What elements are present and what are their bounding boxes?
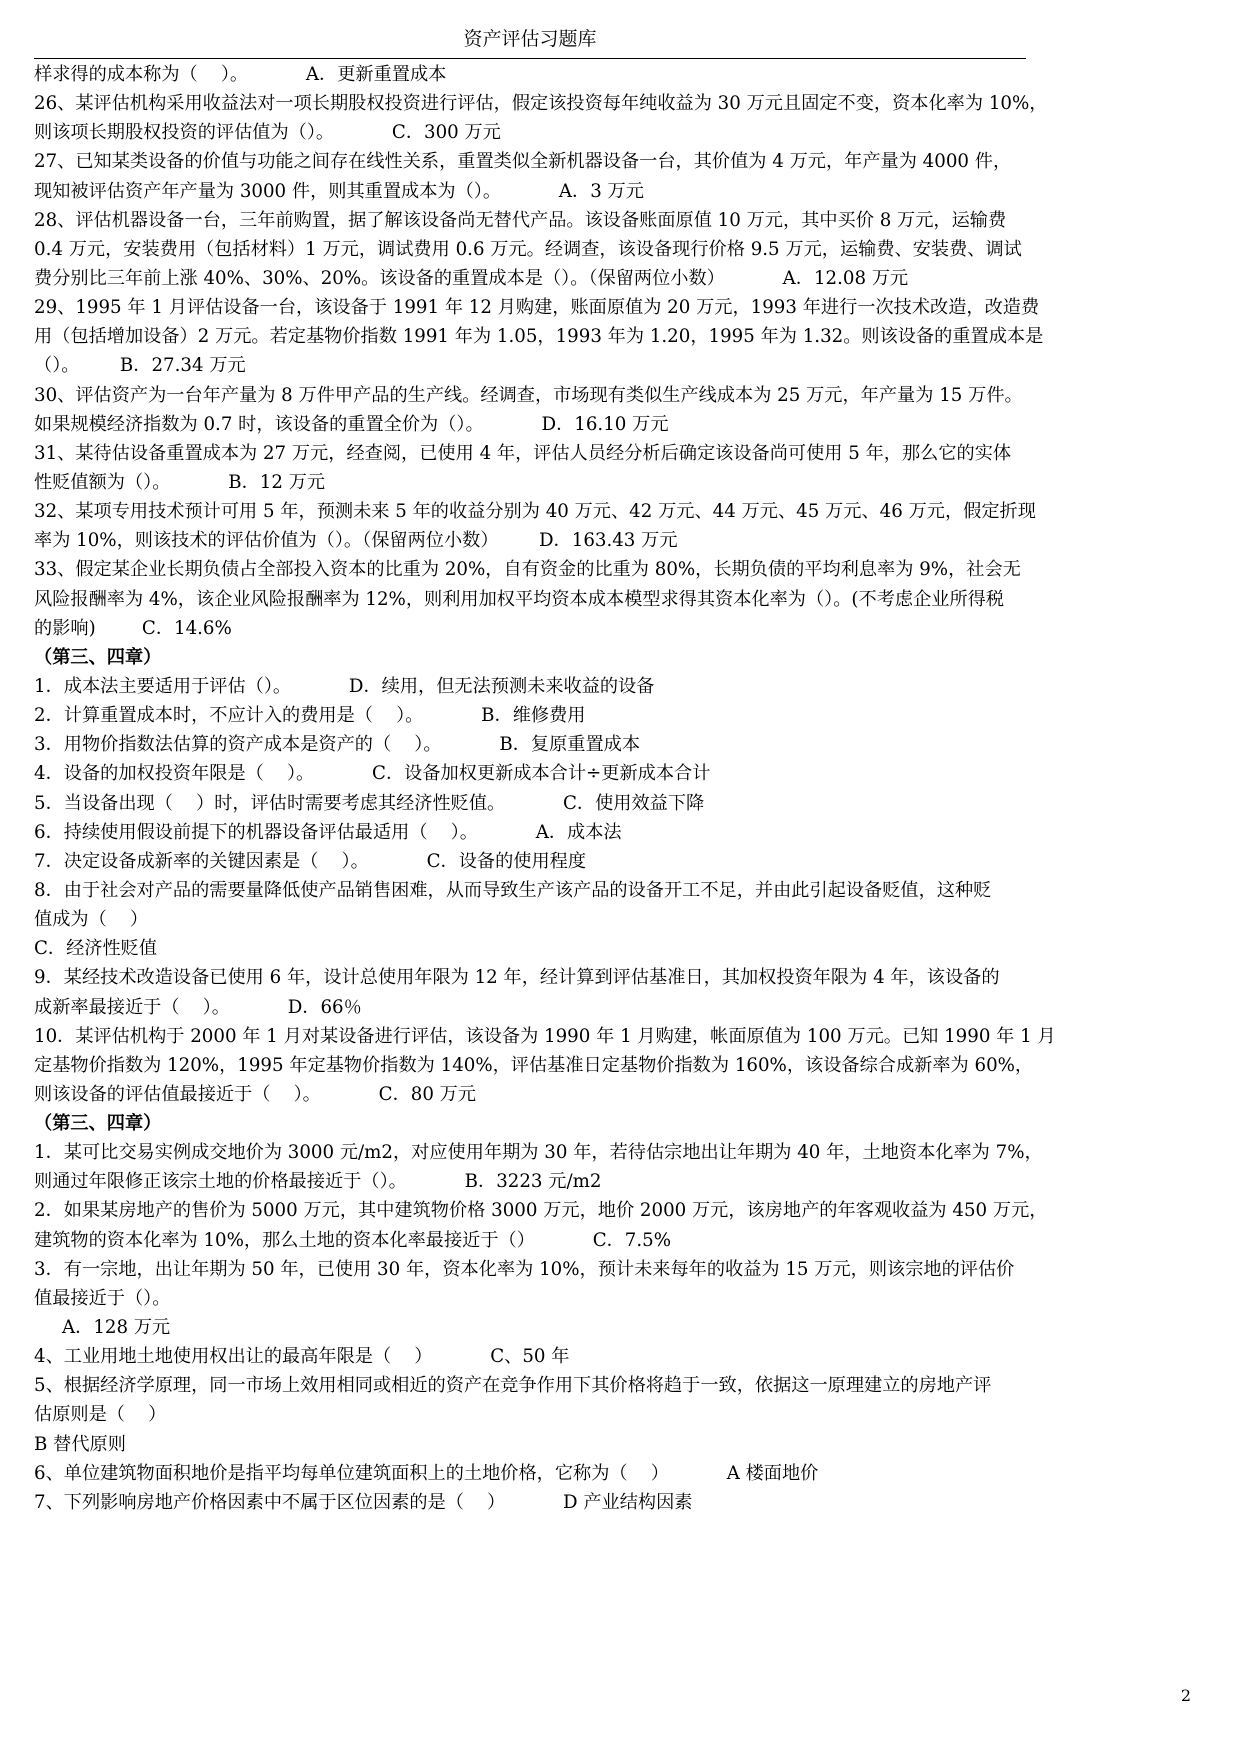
text-line: 现知被评估资产年产量为 3000 件，则其重置成本为（）。 A．3 万元 <box>34 180 644 202</box>
text-line: 则该项长期股权投资的评估值为（）。 C．300 万元 <box>34 122 501 144</box>
text-line: 32、某项专用技术预计可用 5 年，预测未来 5 年的收益分别为 40 万元、42 万元、44 万元、45 万元、46 万元，假定折现 <box>34 501 1036 523</box>
text-line: 样求得的成本称为（ ）。 A．更新重置成本 <box>34 64 447 85</box>
text-line: 8．由于社会对产品的需要量降低使产品销售困难，从而导致生产该产品的设备开工不足，并由此引起设备贬值，这种贬 <box>34 879 992 901</box>
text-line: 30、评估资产为一台年产量为 8 万件甲产品的生产线。经调查，市场现有类似生产线成本为 25 万元，年产量为 15 万件。 <box>34 384 1023 406</box>
text-line: 10．某评估机构于 2000 年 1 月对某设备进行评估，该设备为 1990 年 1 月购建，帐面原值为 100 万元。已知 1990 年 1 月 <box>34 1025 1056 1047</box>
text-line: 则通过年限修正该宗土地的价格最接近于（）。 B．3223 元/m2 <box>34 1171 602 1193</box>
section-heading: （第三、四章） <box>34 1113 162 1135</box>
text-line: 6．持续使用假设前提下的机器设备评估最适用（ ）。 A．成本法 <box>34 821 622 843</box>
text-line: 建筑物的资本化率为 10%，那么土地的资本化率最接近于（） C．7.5% <box>34 1229 672 1251</box>
text-line: 5、根据经济学原理，同一市场上效用相同或相近的资产在竞争作用下其价格将趋于一致，依据这一原理建立的房地产评 <box>34 1375 992 1397</box>
text-line: A．128 万元 <box>62 1317 171 1339</box>
text-line: 性贬值额为（）。 B．12 万元 <box>34 471 326 493</box>
text-line: 4．设备的加权投资年限是（ ）。 C．设备加权更新成本合计÷更新成本合计 <box>34 763 711 785</box>
text-line: 用（包括增加设备）2 万元。若定基物价指数 1991 年为 1.05，1993 年为 1.20，1995 年为 1.32。则该设备的重置成本是 <box>34 326 1044 348</box>
text-line: 29、1995 年 1 月评估设备一台，该设备于 1991 年 12 月购建，账面原值为 20 万元，1993 年进行一次技术改造，改造费 <box>34 297 1040 319</box>
text-line: 9．某经技术改造设备已使用 6 年，设计总使用年限为 12 年，经计算到评估基准日，其加权投资年限为 4 年，该设备的 <box>34 967 1000 989</box>
text-line: 26、某评估机构采用收益法对一项长期股权投资进行评估，假定该投资每年纯收益为 30 万元且固定不变，资本化率为 10%， <box>34 93 1048 115</box>
text-line: 如果规模经济指数为 0.7 时，该设备的重置全价为（）。 D．16.10 万元 <box>34 413 669 435</box>
text-line: 风险报酬率为 4%，该企业风险报酬率为 12%，则利用加权平均资本成本模型求得其资本化率为（）。(不考虑企业所得税 <box>34 588 1005 610</box>
text-line: 3．用物价指数法估算的资产成本是资产的（ ）。 B．复原重置成本 <box>34 734 641 756</box>
text-line: 值最接近于（）。 <box>34 1287 171 1309</box>
text-line: 5．当设备出现（ ）时，评估时需要考虑其经济性贬值。 C．使用效益下降 <box>34 792 705 814</box>
text-line: 0.4 万元，安装费用（包括材料）1 万元，调试费用 0.6 万元。经调查，该设备现行价格 9.5 万元，运输费、安装费、调试 <box>34 238 1022 260</box>
text-line: 2．如果某房地产的售价为 5000 万元，其中建筑物价格 3000 万元，地价 2000 万元，该房地产的年客观收益为 450 万元， <box>34 1200 1048 1222</box>
text-line: 的影响) C．14.6% <box>34 617 232 639</box>
text-line: 28、评估机器设备一台，三年前购置，据了解该设备尚无替代产品。该设备账面原值 10 万元，其中买价 8 万元，运输费 <box>34 209 1007 231</box>
page-header-title: 资产评估习题库 <box>463 28 597 50</box>
text-line: 成新率最接近于（ ）。 D．66％ <box>34 996 362 1018</box>
text-line: 2．计算重置成本时，不应计入的费用是（ ）。 B．维修费用 <box>34 705 586 727</box>
text-line: 估原则是（ ） <box>34 1404 167 1426</box>
text-line: 7．决定设备成新率的关键因素是（ ）。 C．设备的使用程度 <box>34 850 587 872</box>
page-number: 2 <box>1180 1686 1191 1705</box>
text-line: 1．成本法主要适用于评估（）。 D．续用，但无法预测未来收益的设备 <box>34 675 655 697</box>
text-line: 7、下列影响房地产价格因素中不属于区位因素的是（ ） D 产业结构因素 <box>34 1491 693 1513</box>
text-line: 6、单位建筑物面积地价是指平均每单位建筑面积上的土地价格，它称为（ ） A 楼面地价 <box>34 1462 819 1484</box>
text-line: 值成为（ ） <box>34 909 149 931</box>
text-line: 率为 10%，则该技术的评估价值为（）。（保留两位小数） D．163.43 万元 <box>34 530 678 552</box>
text-line: 31、某待估设备重置成本为 27 万元，经查阅，已使用 4 年，评估人员经分析后确定该设备尚可使用 5 年，那么它的实体 <box>34 442 1012 464</box>
text-line: 33、假定某企业长期负债占全部投入资本的比重为 20%，自有资金的比重为 80%，长期负债的平均利息率为 9%，社会无 <box>34 559 1021 581</box>
document-body <box>34 60 1064 1517</box>
text-line: 27、已知某类设备的价值与功能之间存在线性关系，重置类似全新机器设备一台，其价值为 4 万元，年产量为 4000 件， <box>34 151 1012 173</box>
text-line: 4、工业用地土地使用权出让的最高年限是（ ） C、50 年 <box>34 1346 570 1368</box>
text-line: 费分别比三年前上涨 40%、30%、20%。该设备的重置成本是（）。（保留两位小数） A．12.08 万元 <box>34 267 909 289</box>
text-line: C．经济性贬值 <box>34 938 158 960</box>
text-line: （）。 B．27.34 万元 <box>34 355 246 377</box>
text-line: 则该设备的评估值最接近于（ ）。 C．80 万元 <box>34 1083 477 1105</box>
header-rule <box>34 58 1026 59</box>
section-heading: （第三、四章） <box>34 646 162 668</box>
text-line: 定基物价指数为 120%，1995 年定基物价指数为 140%，评估基准日定基物价指数为 160%，该设备综合成新率为 60%， <box>34 1054 1034 1076</box>
text-line: 3．有一宗地，出让年期为 50 年，已使用 30 年，资本化率为 10%，预计未来每年的收益为 15 万元，则该宗地的评估价 <box>34 1258 1015 1280</box>
text-line: B 替代原则 <box>34 1433 126 1455</box>
text-line: 1．某可比交易实例成交地价为 3000 元/m2，对应使用年期为 30 年，若待估宗地出让年期为 40 年，土地资本化率为 7%， <box>34 1142 1043 1164</box>
